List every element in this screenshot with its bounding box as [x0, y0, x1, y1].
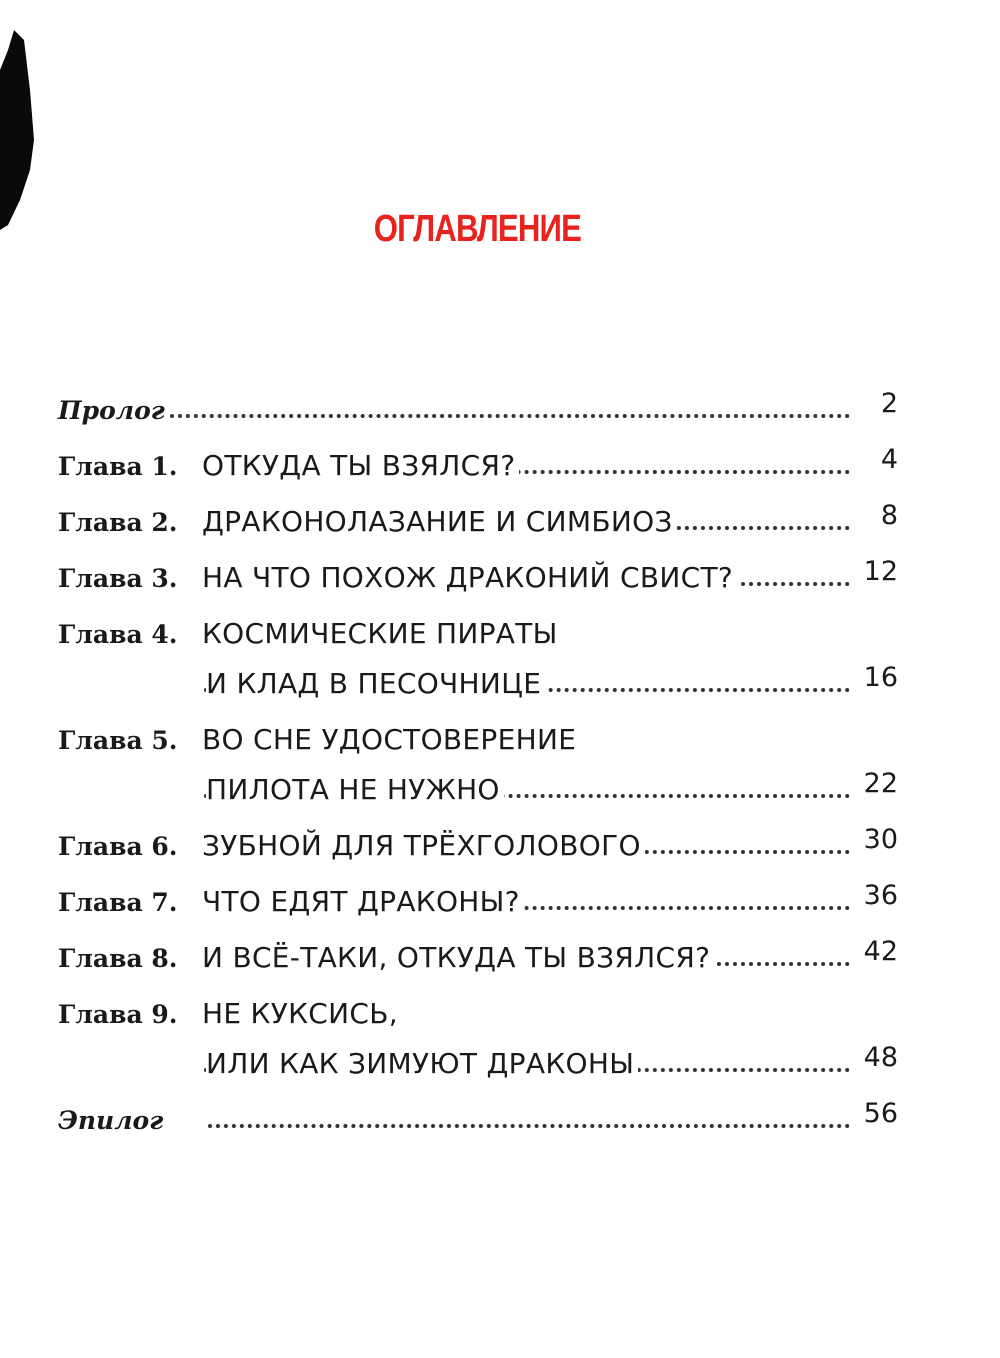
entry-label: Глава 3.: [58, 564, 178, 593]
page-number: 2: [873, 388, 898, 419]
page-edge-shadow: [0, 30, 36, 230]
chapter-heading: ДРАКОНОЛАЗАНИЕ И СИМБИОЗ: [202, 505, 677, 538]
toc-entry-chapter-5[interactable]: [58, 718, 898, 824]
chapter-heading: ЧТО ЕДЯТ ДРАКОНЫ?: [202, 885, 524, 918]
toc-entry-chapter-9[interactable]: [58, 992, 898, 1098]
page-number: 56: [856, 1098, 898, 1129]
entry-label: Пролог: [58, 396, 165, 425]
toc-entry-epilogue[interactable]: [58, 1098, 898, 1154]
chapter-heading: НЕ КУКСИСЬ,: [202, 997, 402, 1030]
toc-entry-chapter-1[interactable]: [58, 444, 898, 500]
entry-label: Эпилог: [58, 1106, 164, 1135]
toc-entry-chapter-6[interactable]: [58, 824, 898, 880]
chapter-heading: НА ЧТО ПОХОЖ ДРАКОНИЙ СВИСТ?: [202, 561, 737, 594]
entry-label: Глава 2.: [58, 508, 178, 537]
entry-label: Глава 7.: [58, 888, 178, 917]
toc-entry-chapter-7[interactable]: [58, 880, 898, 936]
entry-label: Глава 4.: [58, 620, 178, 649]
entry-label: Глава 8.: [58, 944, 178, 973]
chapter-heading-continued: И КЛАД В ПЕСОЧНИЦЕ: [206, 667, 545, 700]
page-number: 42: [856, 936, 898, 967]
dot-leader: [208, 1124, 850, 1128]
chapter-heading: ОТКУДА ТЫ ВЗЯЛСЯ?: [202, 449, 519, 482]
toc-entry-chapter-8[interactable]: [58, 936, 898, 992]
chapter-heading: ЗУБНОЙ ДЛЯ ТРЁХГОЛОВОГО: [202, 829, 645, 862]
dot-leader: [170, 414, 850, 418]
chapter-heading-continued: ИЛИ КАК ЗИМУЮТ ДРАКОНЫ: [206, 1047, 638, 1080]
toc-entry-prologue[interactable]: [58, 388, 898, 444]
entry-label: Глава 5.: [58, 726, 178, 755]
chapter-heading: КОСМИЧЕСКИЕ ПИРАТЫ: [202, 617, 562, 650]
page-number: 16: [856, 662, 898, 693]
entry-label: Глава 1.: [58, 452, 178, 481]
page-number: 48: [856, 1042, 898, 1073]
page-number: 8: [873, 500, 898, 531]
chapter-heading: ВО СНЕ УДОСТОВЕРЕНИЕ: [202, 723, 580, 756]
toc-entry-chapter-4[interactable]: [58, 612, 898, 718]
chapter-heading-continued: ПИЛОТА НЕ НУЖНО: [206, 773, 504, 806]
page-number: 30: [856, 824, 898, 855]
toc-title: ОГЛАВЛЕНИЕ: [373, 208, 582, 250]
page-number: 36: [856, 880, 898, 911]
page-number: 12: [856, 556, 898, 587]
entry-label: Глава 6.: [58, 832, 178, 861]
toc-entry-chapter-2[interactable]: [58, 500, 898, 556]
chapter-heading: И ВСЁ-ТАКИ, ОТКУДА ТЫ ВЗЯЛСЯ?: [202, 941, 714, 974]
entry-label: Глава 9.: [58, 1000, 178, 1029]
table-of-contents: [58, 388, 898, 1154]
page-number: 22: [856, 768, 898, 799]
page-number: 4: [873, 444, 898, 475]
toc-entry-chapter-3[interactable]: [58, 556, 898, 612]
